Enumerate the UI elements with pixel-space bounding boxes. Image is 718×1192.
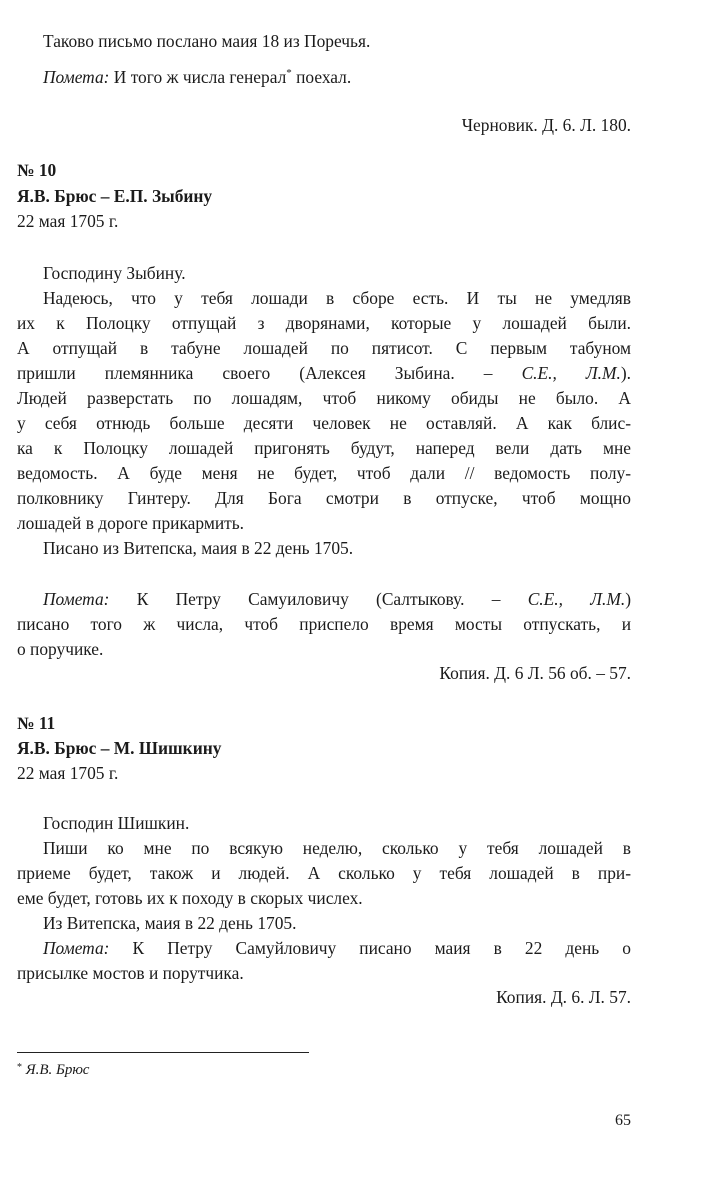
doc11-date: 22 мая 1705 г. (17, 763, 119, 783)
doc10-body-line: ка к Полоцку лошадей пригонять будут, наперед вели дать мне (17, 438, 631, 458)
doc10-body-line: А отпущай в табуне лошадей по пятисот. С первым табуном (17, 338, 631, 358)
prev-pometa: Помета: И того ж числа генерал* поехал. (43, 66, 352, 87)
doc11-heading: Я.В. Брюс – М. Шишкину (17, 738, 222, 758)
doc11-address: Господин Шишкин. (43, 813, 190, 833)
footnote-ref: * (286, 67, 292, 79)
doc11-pometa-line: присылке мостов и порутчика. (17, 963, 244, 983)
doc10-body-line: ведомость. А буде меня не будет, чтоб дали // ведомость полу- (17, 463, 631, 483)
doc10-pometa-line: о поручике. (17, 639, 104, 659)
pometa-label: Помета: (43, 589, 110, 609)
doc10-body-line: лошадей в дороге прикармить. (17, 513, 245, 533)
pometa-label: Помета: (43, 938, 110, 958)
pometa-label: Помета: (43, 66, 110, 87)
doc10-address: Господину Зыбину. (43, 263, 186, 283)
doc10-signoff: Писано из Витепска, маия в 22 день 1705. (43, 538, 354, 558)
editor-initials: С.Е., Л.М. (521, 363, 621, 383)
footnote-divider (17, 1052, 309, 1053)
prev-source-ref: Черновик. Д. 6. Л. 180. (461, 115, 631, 135)
doc10-body-line: Людей разверстать по лошадям, чтоб никому обиды не было. А (17, 388, 631, 408)
doc10-source-ref: Копия. Д. 6 Л. 56 об. – 57. (439, 663, 631, 683)
doc11-pometa-line: Помета: К Петру Самуйловичу писано маия в 22 день о (43, 938, 631, 958)
prev-closing-line: Таково письмо послано маия 18 из Поречья. (43, 31, 371, 51)
doc11-signoff: Из Витепска, маия в 22 день 1705. (43, 913, 297, 933)
doc11-body-line: Пиши ко мне по всякую неделю, сколько у тебя лошадей в (43, 838, 631, 858)
doc10-body-line: Надеюсь, что у тебя лошади в сборе есть. И ты не умедляв (43, 288, 631, 308)
doc11-source-ref: Копия. Д. 6. Л. 57. (496, 987, 631, 1007)
doc10-body-line: пришли племянника своего (Алексея Зыбина. – С.Е., Л.М.). (17, 363, 632, 383)
footnote-text: Я.В. Брюс (22, 1062, 90, 1078)
doc10-number: № 10 (17, 160, 57, 180)
doc10-body-line: их к Полоцку отпущай з дворянами, которые у лошадей были. (17, 313, 631, 333)
editor-initials: С.Е., Л.М. (527, 589, 626, 609)
page-number: 65 (615, 1112, 631, 1129)
doc10-pometa-line: Помета: К Петру Самуиловичу (Салтыкову. – С.Е., Л.М.) (43, 589, 631, 609)
footnote-mark: * (17, 1062, 22, 1073)
doc11-body-line: еме будет, готовь их к походу в скорых числех. (17, 888, 363, 908)
doc10-body-line: полковнику Гинтеру. Для Бога смотри в отпуске, чтоб мощно (17, 488, 631, 508)
doc10-heading: Я.В. Брюс – Е.П. Зыбину (17, 186, 213, 206)
doc10-date: 22 мая 1705 г. (17, 211, 119, 231)
doc11-body-line: приеме будет, також и людей. А сколько у тебя лошадей в при- (17, 863, 631, 883)
footnote (17, 1058, 89, 1080)
doc10-pometa-line: писано того ж числа, чтоб приспело время мосты отпускать, и (17, 614, 631, 634)
doc11-number: № 11 (17, 713, 56, 733)
book-page (17, 0, 631, 1192)
doc10-body-line: у себя отнюдь больше десяти человек не оставляй. А как блис- (17, 413, 631, 433)
